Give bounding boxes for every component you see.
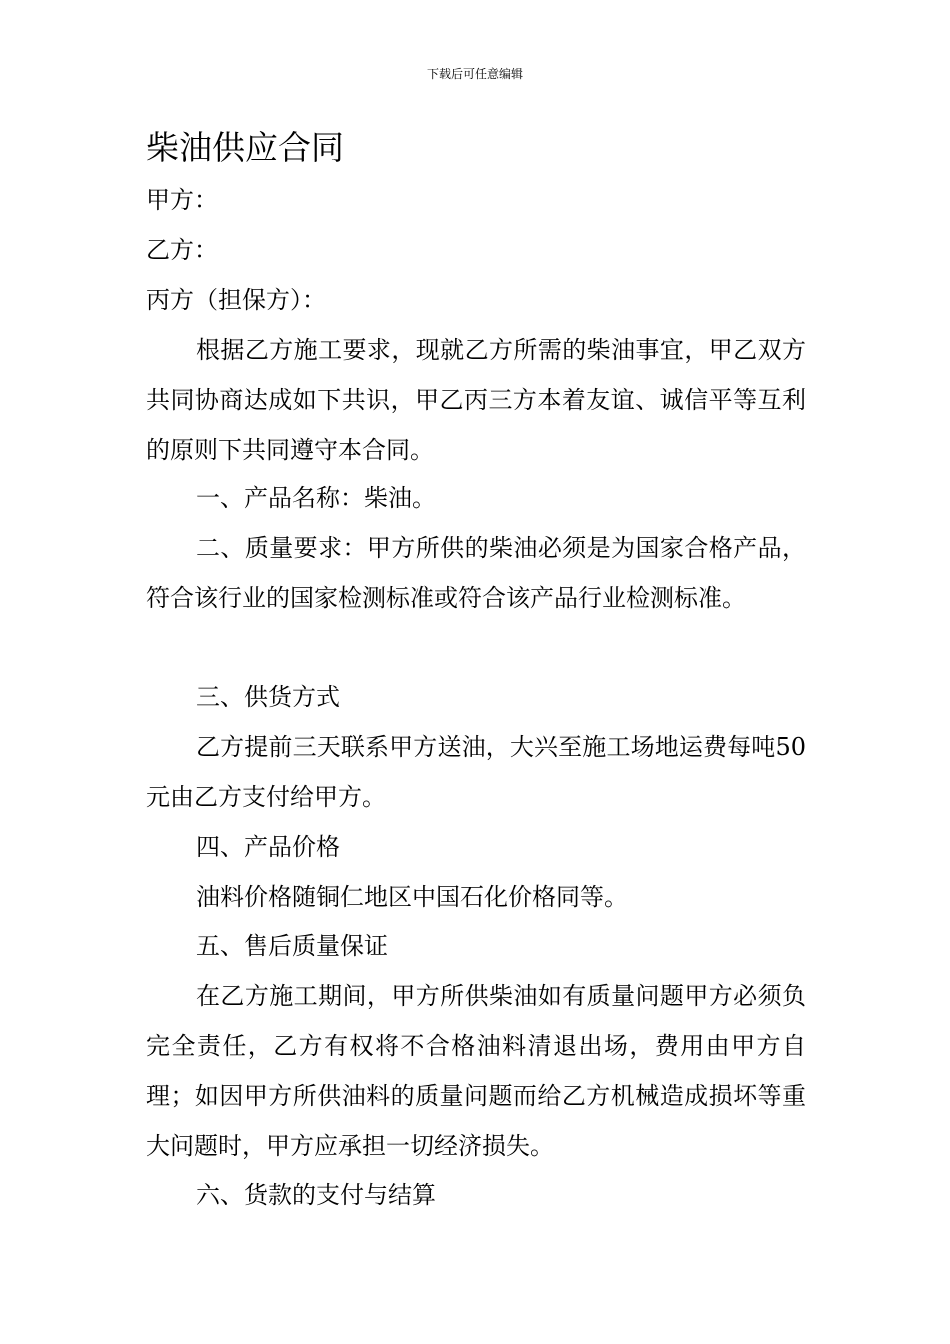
- section-3-body: 乙方提前三天联系甲方送油，大兴至施工场地运费每吨50元由乙方支付给甲方。: [146, 733, 806, 811]
- party-a-line: 甲方：: [146, 186, 218, 214]
- intro-paragraph: 根据乙方施工要求，现就乙方所需的柴油事宜，甲乙双方共同协商达成如下共识，甲乙丙三方本着友谊、诚信平等互利的原则下共同遵守本合同。: [146, 336, 806, 464]
- section-5-heading: 五、售后质量保证: [196, 932, 388, 960]
- section-4-body: 油料价格随铜仁地区中国石化价格同等。: [196, 883, 628, 911]
- section-3-heading: 三、供货方式: [196, 683, 340, 711]
- section-4-heading: 四、产品价格: [196, 833, 340, 861]
- section-5-body: 在乙方施工期间，甲方所供柴油如有质量问题甲方必须负完全责任，乙方有权将不合格油料清退出场，费用由甲方自理；如因甲方所供油料的质量问题而给乙方机械造成损坏等重大问题时，甲方应承担一切经济损失。: [146, 982, 806, 1160]
- party-b-line: 乙方：: [146, 236, 218, 264]
- document-title: 柴油供应合同: [146, 128, 344, 167]
- section-2-paragraph: 二、质量要求：甲方所供的柴油必须是为国家合格产品，符合该行业的国家检测标准或符合该产品行业检测标准。: [146, 534, 806, 612]
- header-note: 下载后可任意编辑: [426, 67, 523, 81]
- section-1-heading: 一、产品名称：柴油。: [196, 484, 436, 512]
- section-6-heading: 六、货款的支付与结算: [196, 1181, 436, 1209]
- party-c-line: 丙方（担保方）：: [146, 286, 326, 314]
